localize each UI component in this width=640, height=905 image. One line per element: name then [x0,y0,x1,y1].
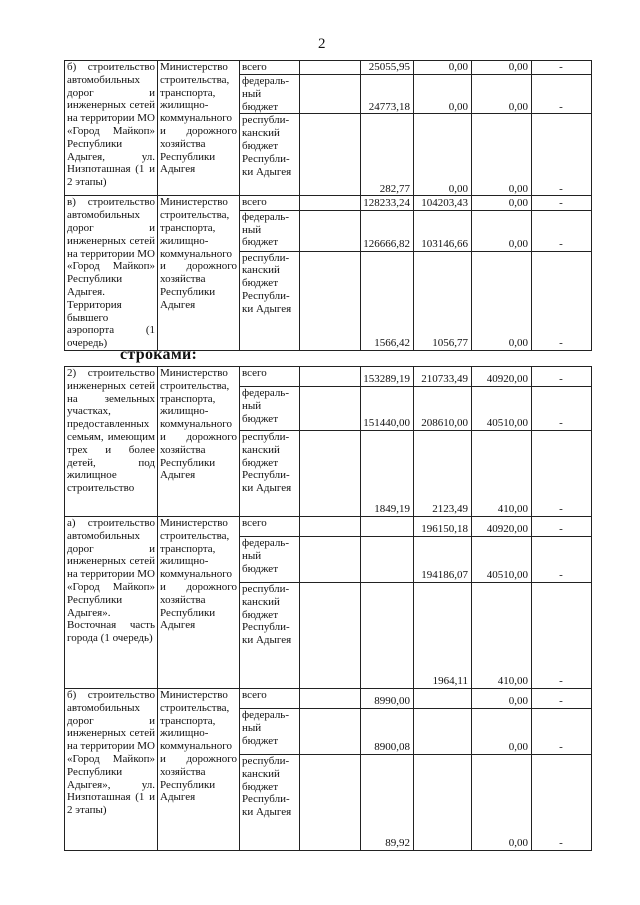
empty-cell [300,61,361,75]
dash-cell: - [532,517,592,537]
funding-source-cell: всего [240,61,300,75]
amount-cell: 40510,00 [472,537,532,583]
funding-source-cell: всего [240,367,300,387]
table-row [65,367,592,387]
amount-cell: 410,00 [472,583,532,689]
object-name-cell: б) строительство автомобильных дорог и инженерных сетей на территории МО «Город Майкоп» Республики Адыгея», ул. Низпоташная (1 и 2 этапы) [65,689,158,851]
amount-cell: 1964,11 [414,583,472,689]
ministry-cell: Министерство строительства, транспорта, жилищно-коммунального и дорожного хозяйства Республики Адыгея [158,367,240,517]
funding-source-cell: федераль-ный бюджет [240,537,300,583]
funding-source-cell: всего [240,689,300,709]
empty-cell [300,367,361,387]
amount-cell: 103146,66 [414,210,472,251]
ministry-cell: Министерство строительства, транспорта, жилищно-коммунального и дорожного хозяйства Республики Адыгея [158,517,240,689]
dash-cell: - [532,709,592,755]
empty-cell [300,689,361,709]
dash-cell: - [532,367,592,387]
amount-cell: 0,00 [472,251,532,350]
amount-cell: 40920,00 [472,517,532,537]
empty-cell [300,583,361,689]
object-name-cell: в) строительство автомобильных дорог и инженерных сетей на территории МО «Город Майкоп» Республики Адыгея. Территория бывшего аэропорта (1 очередь) [65,196,158,351]
table-row [65,196,592,210]
page-number: 2 [318,36,326,52]
dash-cell: - [532,689,592,709]
funding-source-cell: федераль-ный бюджет [240,709,300,755]
amount-cell: 282,77 [361,114,414,196]
funding-source-cell: республи-канский бюджет Республи-ки Адыгея [240,431,300,517]
amount-cell: 0,00 [472,114,532,196]
table-row [65,689,592,709]
dash-cell: - [532,387,592,431]
amount-cell: 40510,00 [472,387,532,431]
amount-cell: 1056,77 [414,251,472,350]
table-row [65,517,592,537]
object-name-cell: б) строительство автомобильных дорог и инженерных сетей на территории МО «Город Майкоп» Республики Адыгея, ул. Низпоташная (1 и 2 этапы) [65,61,158,196]
amount-cell: 0,00 [472,709,532,755]
amount-cell [414,755,472,851]
amount-cell: 24773,18 [361,75,414,114]
amount-cell [414,709,472,755]
empty-cell [300,210,361,251]
amount-cell: 0,00 [472,755,532,851]
amount-cell: 410,00 [472,431,532,517]
amount-cell: 8900,08 [361,709,414,755]
amount-cell: 1849,19 [361,431,414,517]
amount-cell: 89,92 [361,755,414,851]
ministry-cell: Министерство строительства, транспорта, жилищно-коммунального и дорожного хозяйства Республики Адыгея [158,196,240,351]
amount-cell [414,689,472,709]
ministry-cell: Министерство строительства, транспорта, жилищно-коммунального и дорожного хозяйства Республики Адыгея [158,689,240,851]
funding-source-cell: республи-канский бюджет Республи-ки Адыгея [240,755,300,851]
amount-cell: 208610,00 [414,387,472,431]
amount-cell [361,583,414,689]
amount-cell: 126666,82 [361,210,414,251]
object-name-cell: а) строительство автомобильных дорог и инженерных сетей на территории МО «Город Майкоп» Республики Адыгея». Восточная часть города (1 очередь) [65,517,158,689]
funding-source-cell: республи-канский бюджет Республи-ки Адыгея [240,583,300,689]
amount-cell: 0,00 [472,689,532,709]
amount-cell: 104203,43 [414,196,472,210]
ministry-cell: Министерство строительства, транспорта, жилищно-коммунального и дорожного хозяйства Республики Адыгея [158,61,240,196]
amount-cell: 8990,00 [361,689,414,709]
amount-cell: 0,00 [472,210,532,251]
empty-cell [300,114,361,196]
funding-source-cell: всего [240,196,300,210]
amount-cell: 151440,00 [361,387,414,431]
dash-cell: - [532,251,592,350]
amount-cell: 1566,42 [361,251,414,350]
dash-cell: - [532,210,592,251]
empty-cell [300,517,361,537]
empty-cell [300,387,361,431]
empty-cell [300,75,361,114]
empty-cell [300,537,361,583]
amount-cell: 153289,19 [361,367,414,387]
amount-cell: 196150,18 [414,517,472,537]
amount-cell: 194186,07 [414,537,472,583]
dash-cell: - [532,755,592,851]
dash-cell: - [532,114,592,196]
funding-source-cell: республи-канский бюджет Республи-ки Адыгея [240,251,300,350]
funding-source-cell: республи-канский бюджет Республи-ки Адыгея [240,114,300,196]
amount-cell: 210733,49 [414,367,472,387]
program-table-1 [64,60,592,351]
amount-cell: 0,00 [414,61,472,75]
table-row [65,61,592,75]
amount-cell: 0,00 [472,196,532,210]
empty-cell [300,251,361,350]
empty-cell [300,709,361,755]
dash-cell: - [532,537,592,583]
section-separator: строками: [120,346,198,363]
empty-cell [300,431,361,517]
funding-source-cell: всего [240,517,300,537]
amount-cell: 128233,24 [361,196,414,210]
amount-cell [361,517,414,537]
amount-cell: 2123,49 [414,431,472,517]
amount-cell: 0,00 [472,61,532,75]
amount-cell: 0,00 [414,75,472,114]
dash-cell: - [532,75,592,114]
object-name-cell: 2) строительство инженерных сетей на земельных участках, предоставленных семьям, имеющим трех и более детей, под жилищное строительство [65,367,158,517]
funding-source-cell: федераль-ный бюджет [240,387,300,431]
amount-cell [361,537,414,583]
amount-cell: 40920,00 [472,367,532,387]
amount-cell: 0,00 [414,114,472,196]
amount-cell: 0,00 [472,75,532,114]
empty-cell [300,196,361,210]
funding-source-cell: федераль-ный бюджет [240,210,300,251]
dash-cell: - [532,431,592,517]
amount-cell: 25055,95 [361,61,414,75]
dash-cell: - [532,583,592,689]
dash-cell: - [532,61,592,75]
empty-cell [300,755,361,851]
funding-source-cell: федераль-ный бюджет [240,75,300,114]
dash-cell: - [532,196,592,210]
program-table-2 [64,366,592,851]
